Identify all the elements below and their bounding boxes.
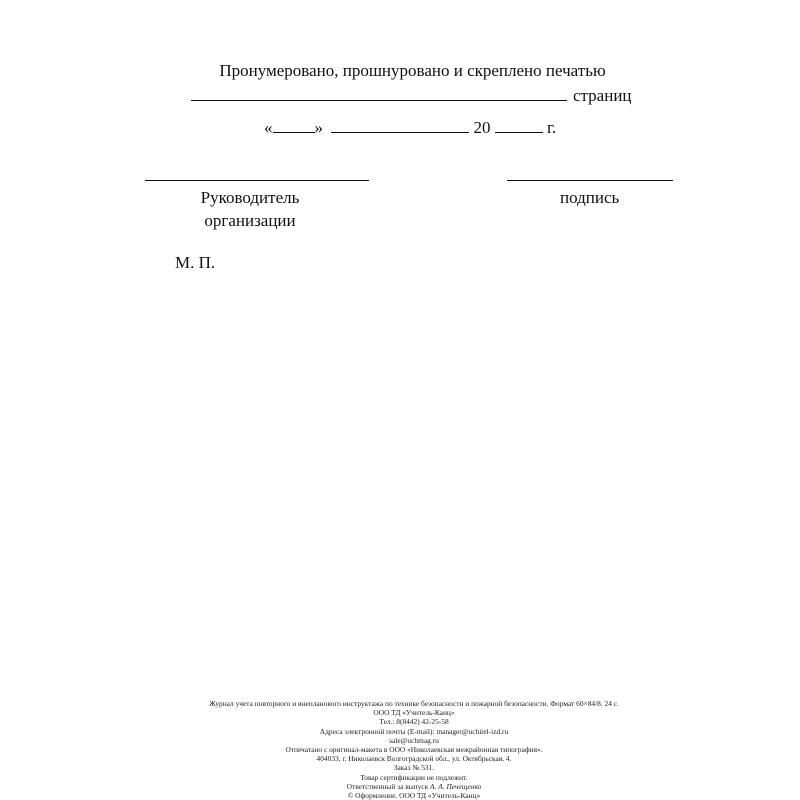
year-suffix: г. [547, 118, 557, 137]
pages-count-blank [191, 86, 567, 101]
colophon-line: Тел.: 8(8442) 42-25-58 [379, 717, 449, 727]
pages-count-line [191, 86, 632, 106]
colophon-line: Адреса электронной почты (E-mail): manager@uchitel-izd.ru [319, 726, 509, 736]
day-blank [273, 118, 315, 133]
colophon-line: Отпечатано с оригинал-макета в ООО «Николаевская межрайонная типография». [285, 745, 543, 755]
copyright-line: © Оформление. ООО ТД «Учитель-Канц» [347, 791, 481, 800]
date-close-quote: » [314, 118, 323, 137]
responsible-prefix: Ответственный за выпуск [346, 781, 429, 791]
signature-caption: подпись [560, 188, 620, 207]
director-signature-line [145, 180, 369, 181]
certification-heading: Пронумеровано, прошнуровано и скреплено печатью [219, 61, 606, 80]
colophon-line: ООО ТД «Учитель-Канц» [373, 708, 455, 718]
year-blank [495, 118, 543, 133]
responsible-name: А. А. Печещенко [430, 781, 482, 791]
colophon-line: Журнал учета повторного и внепланового инструктажа по технике безопасности и пожарной безопасности. Формат 60×84/8. 24 с. [209, 699, 619, 708]
date-open-quote: « [264, 118, 273, 137]
colophon-line: Заказ № 531. [393, 763, 435, 773]
year-prefix: 20 [473, 118, 491, 137]
month-blank [331, 118, 469, 133]
colophon-line: sale@uchmag.ru [389, 735, 439, 745]
date-line [264, 118, 556, 138]
signature-line [507, 180, 673, 181]
stamp-place-label: М. П. [175, 253, 216, 272]
colophon-line: Товар сертификации не подлежит. [360, 772, 468, 782]
director-caption: Руководитель организации [200, 188, 300, 230]
colophon [0, 699, 800, 800]
colophon-line: 404033, г. Николаевск Волгоградской обл., ул. Октябрьская, 4. [316, 754, 512, 764]
pages-word: страниц [573, 86, 632, 105]
responsible-line [0, 782, 800, 791]
